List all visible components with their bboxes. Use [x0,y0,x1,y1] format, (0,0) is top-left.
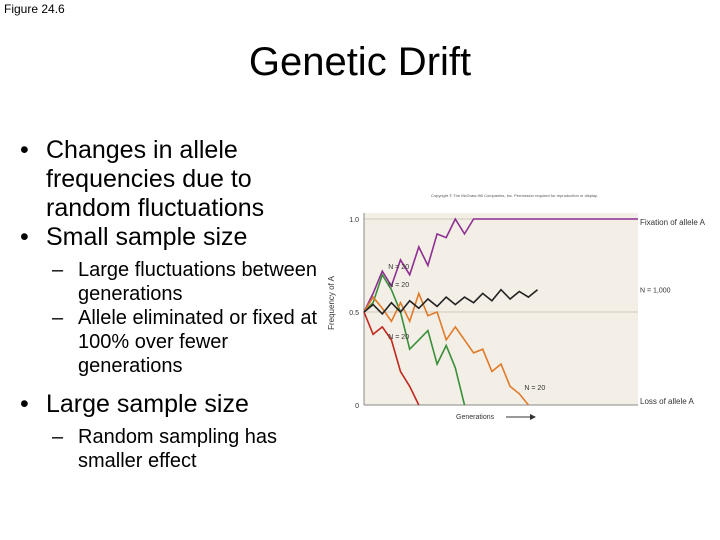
y-axis-label: Frequency of A [327,276,336,330]
sub-bullet-text: Random sampling has smaller effect [78,426,277,472]
bullet-list [20,136,320,473]
sub-bullet-text: Allele eliminated or fixed at 100% over fewer generations [78,307,318,377]
sub-bullet-dash: – [52,426,64,448]
bullet-text: Large sample size [46,390,249,418]
series-label: N = 20 [388,264,410,272]
x-axis-label: Generations [456,414,495,421]
y-tick-label: 0 [355,403,359,410]
bullet-text: Changes in allele frequencies due to random fluctuations [46,136,265,222]
sub-bullet-dash: – [52,259,64,281]
bullet-item [20,136,320,223]
sub-bullet-item [20,306,320,378]
sub-bullet-text: Large fluctuations between generations [78,259,318,305]
y-tick-label: 0.5 [349,310,359,317]
slide-title: Genetic Drift [248,40,472,84]
y-tick-labels [349,217,359,410]
loss-annotation: Loss of allele A [640,397,694,406]
bullet-dot: • [20,223,29,251]
fixation-annotation: Fixation of allele A [640,218,705,227]
bullet-text: Small sample size [46,223,248,251]
series-label: N = 20 [388,333,410,341]
bullet-item [20,223,320,252]
bullet-dot: • [20,390,29,418]
sub-bullet-item [20,425,320,473]
sub-bullet-item [20,258,320,306]
y-tick-label: 1.0 [349,217,359,224]
bullet-item [20,390,320,419]
plot-area [364,213,638,405]
series-label: N = 20 [524,385,546,393]
series-label: N = 20 [388,281,410,289]
figure-label: Figure 24.6 [4,2,65,16]
sub-bullet-dash: – [52,307,64,329]
copyright-notice: Copyright © The McGraw-Hill Companies, Inc. Permission required for reproduction or display. [431,193,598,198]
bullet-dot: • [20,136,29,164]
genetic-drift-chart [320,185,720,430]
series-label: N = 1,000 [640,287,671,295]
x-axis-arrow [506,414,536,420]
